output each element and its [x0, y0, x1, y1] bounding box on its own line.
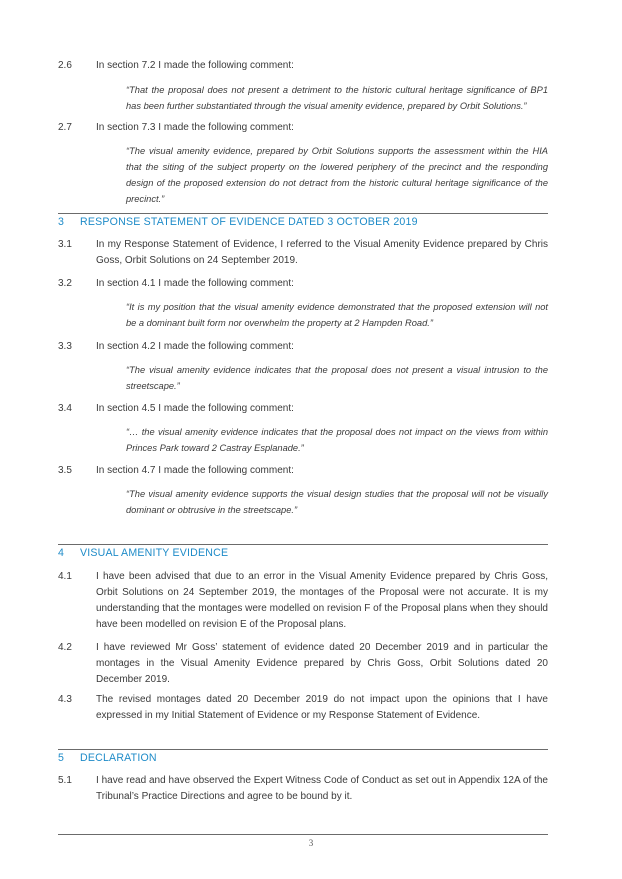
paragraph-text: I have reviewed Mr Goss’ statement of evidence dated 20 December 2019 and in particular the montages in the Visual Amenity Evidence prepared by Chris Goss, Orbit Solutions dated 20 December 2019.: [96, 642, 548, 685]
heading-text: DECLARATION: [80, 752, 157, 764]
paragraph-3-4: [58, 401, 548, 417]
heading-number: 5: [58, 752, 65, 764]
quote-3-3: “The visual amenity evidence indicates that the proposal does not present a visual intrusion to the streetscape.”: [126, 365, 548, 391]
paragraph-text: In section 4.5 I made the following comment:: [96, 403, 294, 414]
section-heading-5: [58, 750, 548, 766]
paragraph-text: In section 7.3 I made the following comment:: [96, 122, 294, 133]
page-number: 3: [308, 838, 314, 848]
quote-3-2: “It is my position that the visual amenity evidence demonstrated that the proposed extension will not be a dominant built form nor overwhelm the property at 2 Hampden Road.”: [126, 302, 548, 328]
paragraph-2-7: [58, 120, 548, 136]
paragraph-number: 3.3: [58, 341, 72, 352]
paragraph-5-1: [58, 773, 548, 805]
paragraph-text: In section 7.2 I made the following comment:: [96, 60, 294, 71]
heading-number: 3: [58, 216, 65, 228]
paragraph-number: 4.1: [58, 571, 72, 582]
section-heading-3: [58, 214, 548, 230]
section-heading-4: [58, 545, 548, 561]
paragraph-number: 3.5: [58, 465, 72, 476]
paragraph-text: I have read and have observed the Expert Witness Code of Conduct as set out in Appendix 12A of the Tribunal’s Practice Directions and agree to be bound by it.: [96, 775, 548, 802]
paragraph-3-1: [58, 237, 548, 269]
paragraph-text: In my Response Statement of Evidence, I referred to the Visual Amenity Evidence prepared by Chris Goss, Orbit Solutions on 24 September 2019.: [96, 239, 548, 266]
quote-3-4: “… the visual amenity evidence indicates that the proposal does not impact on the views from within Princes Park toward 2 Castray Esplanade.”: [126, 427, 548, 453]
quote-2-7: “The visual amenity evidence, prepared by Orbit Solutions supports the assessment within the HIA that the siting of the subject property on the lowered periphery of the precinct and the responding design of the proposed extension do not detract from the historic cultural heritage significance of the precinct.”: [126, 146, 548, 204]
paragraph-text: In section 4.1 I made the following comment:: [96, 278, 294, 289]
paragraph-number: 4.3: [58, 694, 72, 705]
paragraph-number: 3.2: [58, 278, 72, 289]
paragraph-3-5: [58, 463, 548, 479]
paragraph-text: In section 4.2 I made the following comment:: [96, 341, 294, 352]
paragraph-number: 3.1: [58, 239, 72, 250]
paragraph-text: I have been advised that due to an error in the Visual Amenity Evidence prepared by Chris Goss, Orbit Solutions on 24 September 2019, the montages of the Proposal were not accurate. It is my understanding that the montages were modelled on revision F of the Proposal plans when they should have been modelled on revision E of the Proposal plans.: [96, 571, 548, 630]
paragraph-number: 3.4: [58, 403, 72, 414]
paragraph-number: 2.7: [58, 122, 72, 133]
paragraph-number: 5.1: [58, 775, 72, 786]
heading-text: RESPONSE STATEMENT OF EVIDENCE DATED 3 OCTOBER 2019: [80, 216, 418, 228]
heading-text: VISUAL AMENITY EVIDENCE: [80, 547, 229, 559]
paragraph-4-1: [58, 569, 548, 633]
footer-rule: [58, 834, 548, 835]
paragraph-text: In section 4.7 I made the following comment:: [96, 465, 294, 476]
paragraph-number: 2.6: [58, 60, 72, 71]
paragraph-number: 4.2: [58, 642, 72, 653]
quote-2-6: “That the proposal does not present a detriment to the historic cultural heritage significance of BP1 has been further substantiated through the visual amenity evidence, prepared by Orbit Solutions.”: [126, 85, 548, 111]
paragraph-text: The revised montages dated 20 December 2019 do not impact upon the opinions that I have expressed in my Initial Statement of Evidence or my Response Statement of Evidence.: [96, 694, 548, 721]
paragraph-2-6: [58, 58, 548, 74]
quote-3-5: “The visual amenity evidence supports the visual design studies that the proposal will not be visually dominant or obtrusive in the streetscape.”: [126, 489, 548, 515]
paragraph-3-2: [58, 276, 548, 292]
paragraph-4-2: [58, 640, 548, 688]
heading-number: 4: [58, 547, 65, 559]
section-rule-3: [58, 213, 548, 214]
paragraph-4-3: [58, 692, 548, 724]
paragraph-3-3: [58, 339, 548, 355]
